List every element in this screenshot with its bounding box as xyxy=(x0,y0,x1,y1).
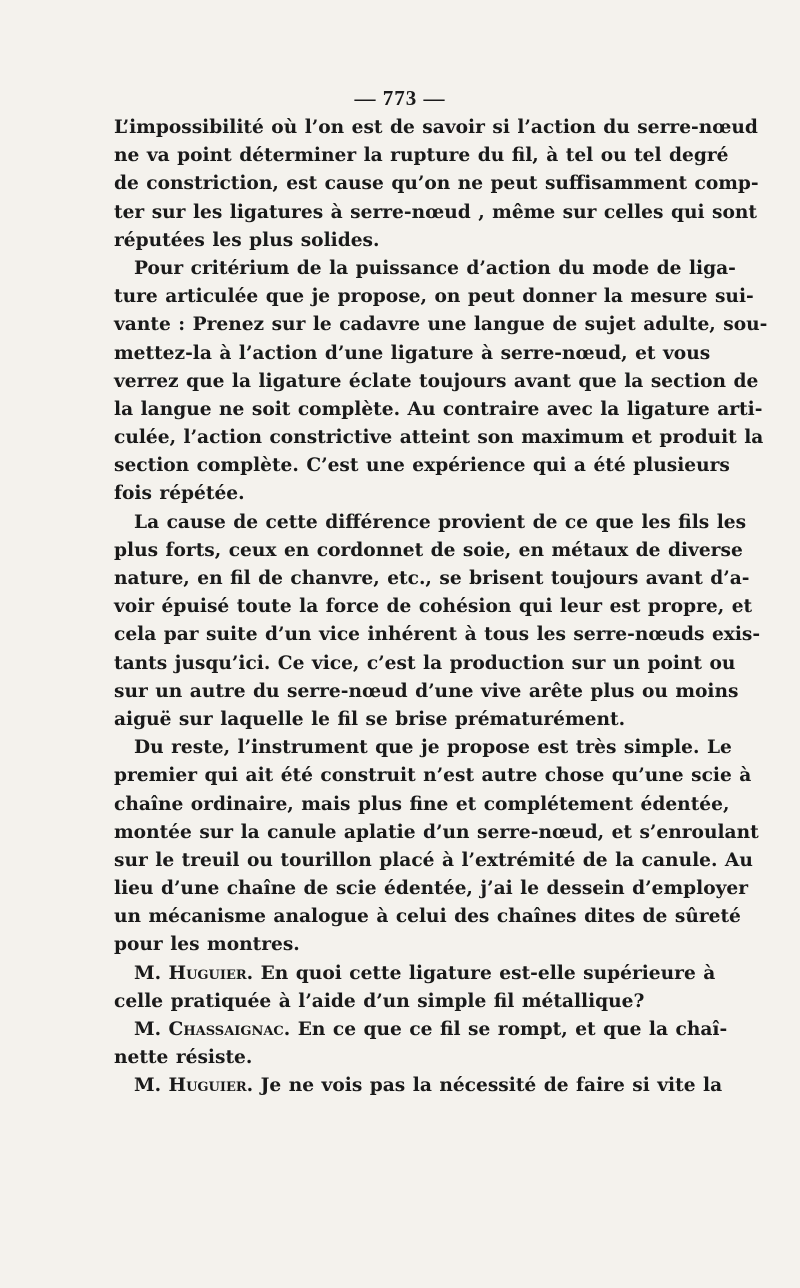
text-line: plus forts, ceux en cordonnet de soie, en métaux de diverse xyxy=(114,539,743,561)
text-line: lieu d’une chaîne de scie édentée, j’ai le dessein d’employer xyxy=(114,878,749,900)
paragraph xyxy=(114,734,759,960)
text-line: de constriction, est cause qu’on ne peut suffisamment comp- xyxy=(114,173,759,195)
text-line: verrez que la ligature éclate toujours avant que la section de xyxy=(114,370,759,392)
text-line: ter sur les ligatures à serre-nœud , même sur celles qui sont xyxy=(114,201,757,223)
text-line: ture articulée que je propose, on peut donner la mesure sui- xyxy=(114,286,754,308)
dialogue-line: celle pratiquée à l’aide d’un simple fil métallique? xyxy=(114,990,645,1012)
text-line: cela par suite d’un vice inhérent à tous les serre-nœuds exis- xyxy=(114,624,761,646)
body-text xyxy=(114,114,768,1101)
speaker-title: M. xyxy=(134,962,169,984)
speaker-name: Huguier. xyxy=(168,962,254,984)
dialogue-line xyxy=(114,960,716,988)
text-line: La cause de cette différence provient de ce que les fils les xyxy=(134,511,747,533)
speech-text: En quoi cette ligature est-elle supérieure à xyxy=(253,962,716,984)
dialogue-line: nette résiste. xyxy=(114,1047,253,1069)
speaker-title: M. xyxy=(134,1019,169,1040)
text-line: premier qui ait été construit n’est autre chose qu’une scie à xyxy=(114,765,752,787)
dialogue-paragraph xyxy=(114,1072,723,1100)
speaker-name: Chassaignac. xyxy=(168,1019,291,1040)
speaker-name: Huguier. xyxy=(168,1075,254,1097)
text-line: Du reste, l’instrument que je propose est très simple. Le xyxy=(134,737,732,759)
text-line: un mécanisme analogue à celui des chaînes dites de sûreté xyxy=(114,906,741,928)
text-line: tants jusqu’ici. Ce vice, c’est la production sur un point ou xyxy=(114,652,736,674)
text-line: culée, l’action constrictive atteint son maximum et produit la xyxy=(114,427,764,449)
text-line: la langue ne soit complète. Au contraire avec la ligature arti- xyxy=(114,398,763,420)
text-line: fois répétée. xyxy=(114,483,245,505)
text-line: section complète. C’est une expérience qui a été plusieurs xyxy=(114,455,730,477)
text-line: voir épuisé toute la force de cohésion qui leur est propre, et xyxy=(114,596,753,618)
text-line: réputées les plus solides. xyxy=(114,229,380,251)
text-line: L’impossibilité où l’on est de savoir si l’action du serre-nœud xyxy=(114,117,758,138)
paragraph xyxy=(114,509,761,735)
dialogue-paragraph xyxy=(114,1016,728,1072)
paragraph xyxy=(114,114,759,255)
speech-text: Je ne vois pas la nécessité de faire si vite la xyxy=(253,1075,723,1097)
speaker-title: M. xyxy=(134,1075,169,1097)
text-line: aiguë sur laquelle le fil se brise prématurément. xyxy=(114,708,626,730)
text-line: pour les montres. xyxy=(114,934,300,956)
speech-text: En ce que ce fil se rompt, et que la chaî- xyxy=(290,1019,728,1040)
text-line: montée sur la canule aplatie d’un serre-nœud, et s’enroulant xyxy=(114,821,759,843)
text-line: vante : Prenez sur le cadavre une langue de sujet adulte, sou- xyxy=(114,314,768,336)
text-line: sur un autre du serre-nœud d’une vive arête plus ou moins xyxy=(114,680,739,702)
text-line: sur le treuil ou tourillon placé à l’extrémité de la canule. Au xyxy=(114,849,753,871)
text-line: Pour critérium de la puissance d’action du mode de liga- xyxy=(134,257,736,279)
text-line: chaîne ordinaire, mais plus fine et complétement édentée, xyxy=(114,793,730,815)
page-number: — 773 — xyxy=(354,86,446,110)
paragraph xyxy=(114,255,768,509)
dialogue-line xyxy=(114,1016,728,1044)
text-line: ne va point déterminer la rupture du fil, à tel ou tel degré xyxy=(114,145,729,167)
dialogue-paragraph xyxy=(114,960,716,1016)
dialogue-line xyxy=(114,1072,723,1100)
text-line: nature, en fil de chanvre, etc., se brisent toujours avant d’a- xyxy=(114,568,750,589)
text-line: mettez-la à l’action d’une ligature à serre-nœud, et vous xyxy=(114,342,711,364)
